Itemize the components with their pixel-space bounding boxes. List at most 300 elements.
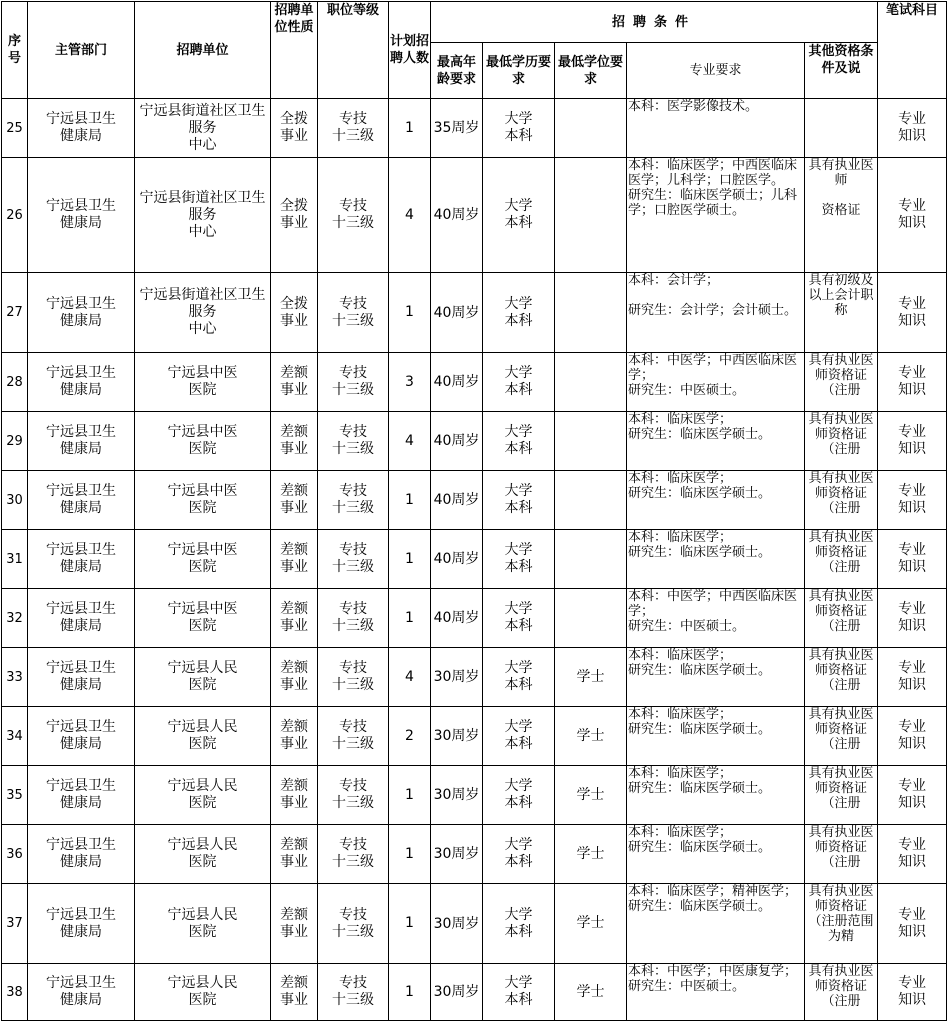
row-dept-line1: 宁远县卫生 [46, 542, 116, 558]
row-exam-line1: 专业 [898, 542, 927, 558]
table-row [2, 589, 947, 648]
row-grade-line2: 十三级 [332, 992, 374, 1008]
row-edu-line1: 大学 [504, 198, 533, 214]
row-major: 本科：临床医学； 研究生：临床医学硕士。 [627, 707, 805, 766]
row-exam [878, 412, 947, 471]
row-edu-line1: 大学 [504, 975, 533, 991]
row-seq: 38 [2, 964, 28, 1021]
row-nature [271, 99, 318, 158]
row-nature [271, 707, 318, 766]
row-dept-line2: 健康局 [60, 559, 102, 575]
row-other: 具有执业医师资格证（注册 [805, 353, 878, 412]
row-exam-line1: 专业 [898, 660, 927, 676]
row-degree: 学士 [555, 825, 627, 884]
row-exam-line1: 专业 [898, 906, 927, 923]
row-edu-line2: 本科 [504, 736, 533, 752]
row-edu [483, 412, 555, 471]
row-other: 具有执业医师资格证（注册 [805, 964, 878, 1021]
table-row [2, 273, 947, 353]
row-unit [135, 707, 271, 766]
row-dept [28, 99, 135, 158]
row-nature [271, 471, 318, 530]
row-edu-line2: 本科 [504, 441, 533, 457]
table-row [2, 766, 947, 825]
row-major: 本科：中医学；中西医临床医学； 研究生：中医硕士。 [627, 589, 805, 648]
row-edu-line2: 本科 [504, 677, 533, 693]
row-unit-line1: 宁远县人民 [167, 837, 238, 853]
row-dept-line1: 宁远县卫生 [46, 483, 116, 499]
row-edu [483, 884, 555, 964]
row-nature [271, 530, 318, 589]
header-other: 其他资格条件及说 [805, 43, 878, 99]
row-nature-line2: 事业 [280, 618, 308, 634]
header-nature: 招聘单位性质 [271, 2, 318, 99]
row-grade [318, 707, 389, 766]
row-grade-line2: 十三级 [332, 923, 374, 940]
row-unit-line1: 宁远县街道社区卫生服务 [139, 287, 266, 320]
row-degree: 学士 [555, 766, 627, 825]
row-dept [28, 766, 135, 825]
row-dept-line1: 宁远县卫生 [46, 660, 116, 676]
row-edu [483, 589, 555, 648]
row-unit-line1: 宁远县人民 [167, 719, 238, 735]
row-age: 40周岁 [431, 273, 483, 353]
row-edu-line1: 大学 [504, 365, 533, 381]
row-exam-line2: 知识 [898, 312, 927, 329]
row-other: 具有执业医师资格证（注册 [805, 530, 878, 589]
row-edu [483, 471, 555, 530]
row-grade-line2: 十三级 [332, 854, 374, 870]
row-grade-line1: 专技 [339, 198, 367, 214]
row-exam-line1: 专业 [898, 295, 927, 312]
row-age: 40周岁 [431, 589, 483, 648]
row-edu [483, 530, 555, 589]
row-nature-line1: 差额 [280, 660, 308, 676]
row-grade-line2: 十三级 [332, 736, 374, 752]
row-nature-line2: 事业 [280, 500, 308, 516]
row-nature-line1: 差额 [280, 542, 308, 558]
row-degree: 学士 [555, 648, 627, 707]
row-nature-line1: 全拨 [280, 111, 308, 127]
table-row [2, 99, 947, 158]
row-dept-line1: 宁远县卫生 [46, 111, 116, 127]
row-exam [878, 273, 947, 353]
row-edu [483, 99, 555, 158]
row-exam-line2: 知识 [898, 500, 927, 516]
row-nature [271, 273, 318, 353]
row-grade-line1: 专技 [339, 365, 367, 381]
row-unit-line2: 医院 [188, 559, 217, 575]
row-exam [878, 964, 947, 1021]
table-row [2, 648, 947, 707]
table-row [2, 825, 947, 884]
row-age: 30周岁 [431, 825, 483, 884]
row-age: 35周岁 [431, 99, 483, 158]
table-row [2, 353, 947, 412]
row-major: 本科：临床医学； 研究生：临床医学硕士。 [627, 825, 805, 884]
row-plan: 2 [389, 707, 431, 766]
row-major: 本科：临床医学； 研究生：临床医学硕士。 [627, 766, 805, 825]
header-grade: 职位等级 [318, 2, 389, 99]
row-major: 本科：临床医学；精神医学； 研究生：临床医学硕士。 [627, 884, 805, 964]
row-edu [483, 964, 555, 1021]
row-exam [878, 589, 947, 648]
row-nature-line2: 事业 [280, 382, 308, 398]
row-unit-line1: 宁远县街道社区卫生服务 [139, 102, 266, 136]
row-major: 本科：临床医学； 研究生：临床医学硕士。 [627, 471, 805, 530]
row-nature-line2: 事业 [280, 128, 308, 144]
row-dept-line1: 宁远县卫生 [46, 198, 116, 214]
header-age: 最高年龄要求 [431, 43, 483, 99]
row-grade-line1: 专技 [339, 424, 367, 440]
row-edu-line1: 大学 [504, 778, 533, 794]
row-exam-line2: 知识 [898, 923, 927, 940]
row-seq: 28 [2, 353, 28, 412]
row-nature-line2: 事业 [280, 559, 308, 575]
row-dept-line1: 宁远县卫生 [46, 778, 116, 794]
row-grade-line2: 十三级 [332, 215, 374, 231]
row-exam [878, 530, 947, 589]
row-edu [483, 353, 555, 412]
row-grade-line2: 十三级 [332, 382, 374, 398]
row-exam-line1: 专业 [898, 424, 927, 440]
row-exam-line2: 知识 [898, 128, 927, 144]
header-conditions: 招聘条件 [431, 2, 878, 43]
row-major: 本科：临床医学； 研究生：临床医学硕士。 [627, 648, 805, 707]
row-dept-line1: 宁远县卫生 [46, 837, 116, 853]
row-nature-line2: 事业 [280, 795, 308, 811]
row-degree [555, 99, 627, 158]
row-grade-line1: 专技 [339, 719, 367, 735]
row-grade [318, 158, 389, 273]
row-edu [483, 766, 555, 825]
row-unit-line1: 宁远县人民 [167, 660, 238, 676]
row-plan: 1 [389, 471, 431, 530]
row-dept-line1: 宁远县卫生 [46, 719, 116, 735]
row-exam [878, 353, 947, 412]
row-exam [878, 766, 947, 825]
row-major: 本科：临床医学； 研究生：临床医学硕士。 [627, 530, 805, 589]
row-dept [28, 530, 135, 589]
row-unit-line2: 医院 [188, 500, 217, 516]
row-unit-line1: 宁远县中医 [167, 424, 238, 440]
row-seq: 27 [2, 273, 28, 353]
row-dept-line2: 健康局 [60, 215, 102, 231]
row-dept-line1: 宁远县卫生 [46, 295, 116, 312]
row-other: 具有执业医师资格证（注册 [805, 707, 878, 766]
row-nature-line1: 差额 [280, 906, 308, 923]
row-nature-line2: 事业 [280, 923, 308, 940]
row-nature-line1: 差额 [280, 601, 308, 617]
row-dept [28, 273, 135, 353]
table-row [2, 884, 947, 964]
row-dept-line1: 宁远县卫生 [46, 906, 116, 923]
row-nature-line1: 差额 [280, 719, 308, 735]
row-grade-line1: 专技 [339, 111, 367, 127]
row-unit [135, 825, 271, 884]
row-nature [271, 825, 318, 884]
row-exam-line2: 知识 [898, 215, 927, 231]
row-nature [271, 158, 318, 273]
row-seq: 31 [2, 530, 28, 589]
row-dept [28, 707, 135, 766]
row-nature-line2: 事业 [280, 312, 308, 329]
row-edu-line2: 本科 [504, 618, 533, 634]
row-seq: 35 [2, 766, 28, 825]
row-unit [135, 158, 271, 273]
row-grade-line2: 十三级 [332, 128, 374, 144]
row-exam [878, 158, 947, 273]
row-unit-line2: 中心 [188, 136, 217, 153]
row-nature-line2: 事业 [280, 992, 308, 1008]
row-unit [135, 471, 271, 530]
row-dept-line1: 宁远县卫生 [46, 975, 116, 991]
row-exam-line1: 专业 [898, 975, 927, 991]
row-nature-line1: 差额 [280, 424, 308, 440]
row-grade-line2: 十三级 [332, 677, 374, 693]
row-edu [483, 707, 555, 766]
row-degree [555, 273, 627, 353]
row-seq: 26 [2, 158, 28, 273]
row-unit [135, 648, 271, 707]
row-age: 40周岁 [431, 412, 483, 471]
row-dept-line2: 健康局 [60, 923, 102, 940]
row-seq: 32 [2, 589, 28, 648]
row-edu-line1: 大学 [504, 111, 533, 127]
row-dept-line2: 健康局 [60, 382, 102, 398]
row-age: 40周岁 [431, 158, 483, 273]
row-grade-line2: 十三级 [332, 618, 374, 634]
row-grade-line2: 十三级 [332, 312, 374, 329]
row-exam-line2: 知识 [898, 992, 927, 1008]
row-unit-line2: 中心 [188, 223, 217, 240]
row-nature [271, 648, 318, 707]
row-exam-line2: 知识 [898, 736, 927, 752]
row-exam-line2: 知识 [898, 559, 927, 575]
row-plan: 1 [389, 589, 431, 648]
row-plan: 3 [389, 353, 431, 412]
row-grade-line2: 十三级 [332, 795, 374, 811]
row-exam [878, 707, 947, 766]
row-nature-line1: 全拨 [280, 295, 308, 312]
row-grade-line1: 专技 [339, 837, 367, 853]
row-grade-line1: 专技 [339, 295, 367, 312]
row-edu [483, 273, 555, 353]
row-edu-line1: 大学 [504, 542, 533, 558]
row-edu-line2: 本科 [504, 128, 533, 144]
header-unit: 招聘单位 [135, 2, 271, 99]
row-grade [318, 353, 389, 412]
row-dept [28, 884, 135, 964]
row-major: 本科：临床医学； 研究生：临床医学硕士。 [627, 412, 805, 471]
row-nature [271, 353, 318, 412]
row-grade-line2: 十三级 [332, 500, 374, 516]
row-plan: 1 [389, 99, 431, 158]
row-exam-line2: 知识 [898, 677, 927, 693]
row-exam-line1: 专业 [898, 365, 927, 381]
row-dept-line2: 健康局 [60, 312, 102, 329]
row-edu-line2: 本科 [504, 500, 533, 516]
row-grade [318, 530, 389, 589]
row-grade-line1: 专技 [339, 906, 367, 923]
row-dept-line2: 健康局 [60, 854, 102, 870]
row-dept-line1: 宁远县卫生 [46, 365, 116, 381]
row-unit [135, 273, 271, 353]
row-grade [318, 471, 389, 530]
row-other [805, 99, 878, 158]
header-exam: 笔试科目 [878, 2, 947, 99]
row-grade [318, 884, 389, 964]
row-grade-line1: 专技 [339, 542, 367, 558]
row-dept-line2: 健康局 [60, 677, 102, 693]
row-unit [135, 589, 271, 648]
row-grade [318, 412, 389, 471]
row-seq: 25 [2, 99, 28, 158]
row-exam-line2: 知识 [898, 382, 927, 398]
row-nature-line2: 事业 [280, 215, 308, 231]
row-other: 具有执业医师 资格证 [805, 158, 878, 273]
row-seq: 37 [2, 884, 28, 964]
row-other: 具有执业医师资格证（注册 [805, 412, 878, 471]
row-edu-line2: 本科 [504, 992, 533, 1008]
row-exam-line2: 知识 [898, 854, 927, 870]
row-plan: 1 [389, 825, 431, 884]
row-nature-line2: 事业 [280, 736, 308, 752]
row-dept-line2: 健康局 [60, 500, 102, 516]
row-grade-line2: 十三级 [332, 441, 374, 457]
row-edu-line1: 大学 [504, 837, 533, 853]
row-other: 具有执业医师资格证（注册 [805, 825, 878, 884]
row-nature-line1: 差额 [280, 483, 308, 499]
header-edu: 最低学历要求 [483, 43, 555, 99]
row-plan: 4 [389, 412, 431, 471]
row-dept-line2: 健康局 [60, 441, 102, 457]
row-unit-line2: 医院 [188, 441, 217, 457]
row-major: 本科：中医学；中西医临床医学； 研究生：中医硕士。 [627, 353, 805, 412]
row-dept [28, 471, 135, 530]
row-edu [483, 825, 555, 884]
recruitment-table [1, 1, 947, 1021]
row-other: 具有执业医师资格证（注册 [805, 589, 878, 648]
row-nature [271, 766, 318, 825]
row-major: 本科：会计学； 研究生：会计学；会计硕士。 [627, 273, 805, 353]
row-degree [555, 471, 627, 530]
row-other: 具有执业医师资格证（注册 [805, 471, 878, 530]
row-age: 30周岁 [431, 707, 483, 766]
row-degree: 学士 [555, 707, 627, 766]
row-age: 30周岁 [431, 964, 483, 1021]
row-dept-line2: 健康局 [60, 736, 102, 752]
row-dept [28, 589, 135, 648]
row-grade [318, 766, 389, 825]
row-degree [555, 412, 627, 471]
row-edu-line2: 本科 [504, 215, 533, 231]
row-grade [318, 273, 389, 353]
row-edu-line1: 大学 [504, 601, 533, 617]
row-age: 30周岁 [431, 884, 483, 964]
header-plan: 计划招聘人数 [389, 2, 431, 99]
header-major: 专业要求 [627, 43, 805, 99]
row-dept [28, 412, 135, 471]
row-exam-line1: 专业 [898, 837, 927, 853]
row-grade-line1: 专技 [339, 778, 367, 794]
row-degree [555, 158, 627, 273]
row-plan: 4 [389, 648, 431, 707]
row-nature-line2: 事业 [280, 441, 308, 457]
row-plan: 1 [389, 766, 431, 825]
row-other: 具有执业医师资格证（注册 [805, 766, 878, 825]
row-unit [135, 884, 271, 964]
row-age: 40周岁 [431, 530, 483, 589]
row-dept [28, 353, 135, 412]
row-edu-line2: 本科 [504, 923, 533, 940]
row-unit-line1: 宁远县中医 [167, 483, 238, 499]
row-nature [271, 412, 318, 471]
row-nature-line2: 事业 [280, 854, 308, 870]
row-exam-line2: 知识 [898, 618, 927, 634]
row-exam-line2: 知识 [898, 795, 927, 811]
row-grade-line1: 专技 [339, 601, 367, 617]
row-dept-line1: 宁远县卫生 [46, 424, 116, 440]
row-dept-line2: 健康局 [60, 128, 102, 144]
header-dept: 主管部门 [28, 2, 135, 99]
row-seq: 33 [2, 648, 28, 707]
row-exam-line1: 专业 [898, 601, 927, 617]
row-unit [135, 964, 271, 1021]
row-degree: 学士 [555, 884, 627, 964]
row-edu-line2: 本科 [504, 312, 533, 329]
table-row [2, 412, 947, 471]
row-nature-line1: 全拨 [280, 198, 308, 214]
row-unit-line2: 医院 [188, 618, 217, 634]
row-dept [28, 964, 135, 1021]
row-unit-line2: 医院 [188, 736, 217, 752]
row-other: 具有执业医师资格证（注册范围为精 [805, 884, 878, 964]
row-exam-line1: 专业 [898, 483, 927, 499]
row-degree [555, 530, 627, 589]
row-unit [135, 530, 271, 589]
row-exam-line1: 专业 [898, 719, 927, 735]
row-unit-line1: 宁远县人民 [167, 778, 238, 794]
row-grade-line2: 十三级 [332, 559, 374, 575]
row-age: 30周岁 [431, 648, 483, 707]
header-degree: 最低学位要求 [555, 43, 627, 99]
row-dept-line2: 健康局 [60, 618, 102, 634]
row-major: 本科：临床医学；中西医临床医学；儿科学；口腔医学。 研究生：临床医学硕士；儿科学；口腔医学硕士。 [627, 158, 805, 273]
row-plan: 1 [389, 884, 431, 964]
row-seq: 30 [2, 471, 28, 530]
row-other: 具有执业医师资格证（注册 [805, 648, 878, 707]
row-unit-line1: 宁远县中医 [167, 542, 238, 558]
row-grade [318, 964, 389, 1021]
row-unit [135, 412, 271, 471]
row-unit-line2: 中心 [188, 321, 217, 337]
row-dept-line2: 健康局 [60, 992, 102, 1008]
row-edu-line1: 大学 [504, 719, 533, 735]
row-dept-line2: 健康局 [60, 795, 102, 811]
row-unit-line2: 医院 [188, 854, 217, 870]
table-row [2, 158, 947, 273]
row-age: 40周岁 [431, 353, 483, 412]
row-nature-line2: 事业 [280, 677, 308, 693]
row-edu-line1: 大学 [504, 295, 533, 312]
row-unit-line1: 宁远县人民 [167, 975, 238, 991]
row-plan: 1 [389, 530, 431, 589]
row-nature [271, 884, 318, 964]
table-row [2, 530, 947, 589]
table-row [2, 964, 947, 1021]
row-grade [318, 589, 389, 648]
